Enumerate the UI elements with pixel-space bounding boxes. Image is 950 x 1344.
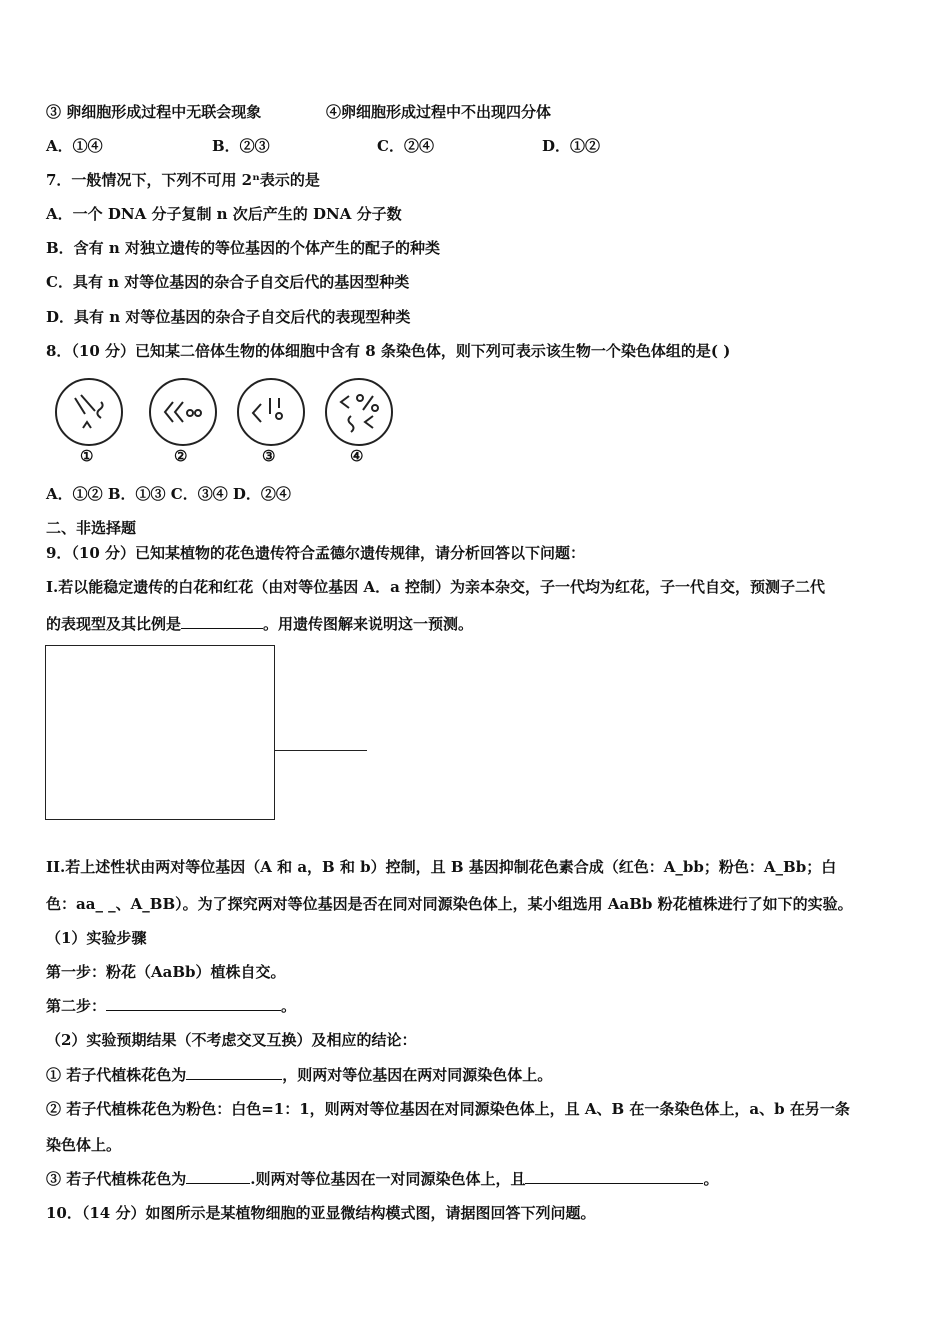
cell-2-image: [149, 378, 217, 446]
q7-stem: 7．一般情况下，下列不可用 2ⁿ表示的是: [46, 171, 320, 189]
answer-blank-5[interactable]: [525, 1169, 703, 1184]
answer-blank-3[interactable]: [186, 1065, 282, 1080]
genetic-diagram-answer-box[interactable]: [45, 645, 275, 820]
q7-option-a: A．一个 DNA 分子复制 n 次后产生的 DNA 分子数: [46, 205, 402, 223]
q9-part2-line2: 色：aa_ _、A_BB）。为了探究两对等位基因是否在同对同源染色体上，某小组选用 AaBb 粉花植株进行了如下的实验。: [46, 895, 853, 913]
q9-result3-prefix: ③ 若子代植株花色为: [46, 1170, 187, 1188]
q10-stem: 10．（14 分）如图所示是某植物细胞的亚显微结构模式图，请据图回答下列问题。: [46, 1204, 596, 1222]
q6-option-d: D．①②: [542, 137, 601, 155]
cell-3-label: ③: [262, 447, 276, 465]
cell-2-label: ②: [174, 447, 188, 465]
cell-3-image: [237, 378, 305, 446]
cell-4-label: ④: [350, 447, 364, 465]
q9-expect-title: （2）实验预期结果（不考虑交叉互换）及相应的结论：: [46, 1031, 417, 1049]
q9-step2: [46, 996, 296, 1016]
q6-option-b: B．②③: [212, 137, 270, 155]
q9-result1-suffix: ，则两对等位基因在两对同源染色体上。: [282, 1066, 553, 1084]
q8-options: A．①② B．①③ C．③④ D．②④: [46, 485, 291, 503]
cell-1-image: [55, 378, 123, 446]
q6-statement-4: ④卵细胞形成过程中不出现四分体: [326, 103, 552, 121]
section-heading: 二、非选择题: [46, 519, 137, 537]
q9-result-1: [46, 1065, 552, 1085]
q6-option-a: A．①④: [46, 137, 103, 155]
q9-step2-prefix: 第二步：: [46, 997, 107, 1015]
q9-result-2-line1: ② 若子代植株花色为粉色：白色=1：1，则两对等位基因在对同源染色体上，且 A、B 在一条染色体上，a、b 在另一条: [46, 1100, 850, 1118]
q9-part1-line1: I.若以能稳定遗传的白花和红花（由对等位基因 A．a 控制）为亲本杂交，子一代均为红花，子一代自交，预测子二代: [46, 578, 826, 596]
q9-part1-suffix: 。用遗传图解来说明这一预测。: [263, 615, 474, 633]
q9-step2-suffix: 。: [281, 997, 297, 1015]
answer-blank-4[interactable]: [186, 1169, 250, 1184]
answer-blank-1[interactable]: [181, 614, 263, 629]
answer-blank-2[interactable]: [106, 996, 281, 1011]
q7-option-b: B．含有 n 对独立遗传的等位基因的个体产生的配子的种类: [46, 239, 441, 257]
q9-result3-middle: .则两对等位基因在一对同源染色体上，且: [250, 1170, 526, 1188]
q6-option-c: C．②④: [377, 137, 434, 155]
q9-result1-prefix: ① 若子代植株花色为: [46, 1066, 187, 1084]
answer-box-line: [275, 750, 367, 751]
q7-option-d: D．具有 n 对等位基因的杂合子自交后代的表现型种类: [46, 308, 411, 326]
q9-stem: 9．（10 分）已知某植物的花色遗传符合孟德尔遗传规律，请分析回答以下问题：: [46, 544, 586, 562]
q9-step-title: （1）实验步骤: [46, 929, 147, 947]
q7-option-c: C．具有 n 对等位基因的杂合子自交后代的基因型种类: [46, 273, 410, 291]
q8-stem: 8．（10 分）已知某二倍体生物的体细胞中含有 8 条染色体，则下列可表示该生物一个染色体组的是( ): [46, 342, 731, 360]
q9-result-2-line2: 染色体上。: [46, 1136, 122, 1154]
q6-statement-3: ③ 卵细胞形成过程中无联会现象: [46, 103, 262, 121]
cell-4-image: [325, 378, 393, 446]
q9-part2-line1: II.若上述性状由两对等位基因（A 和 a，B 和 b）控制，且 B 基因抑制花色素合成（红色：A_bb；粉色：A_Bb；白: [46, 858, 837, 876]
q9-result-3: [46, 1169, 718, 1189]
cell-1-label: ①: [80, 447, 94, 465]
q9-result3-suffix: 。: [703, 1170, 719, 1188]
q9-part1-prefix: 的表现型及其比例是: [46, 615, 182, 633]
q9-part1-line2: [46, 614, 473, 634]
q9-step1: 第一步：粉花（AaBb）植株自交。: [46, 963, 286, 981]
